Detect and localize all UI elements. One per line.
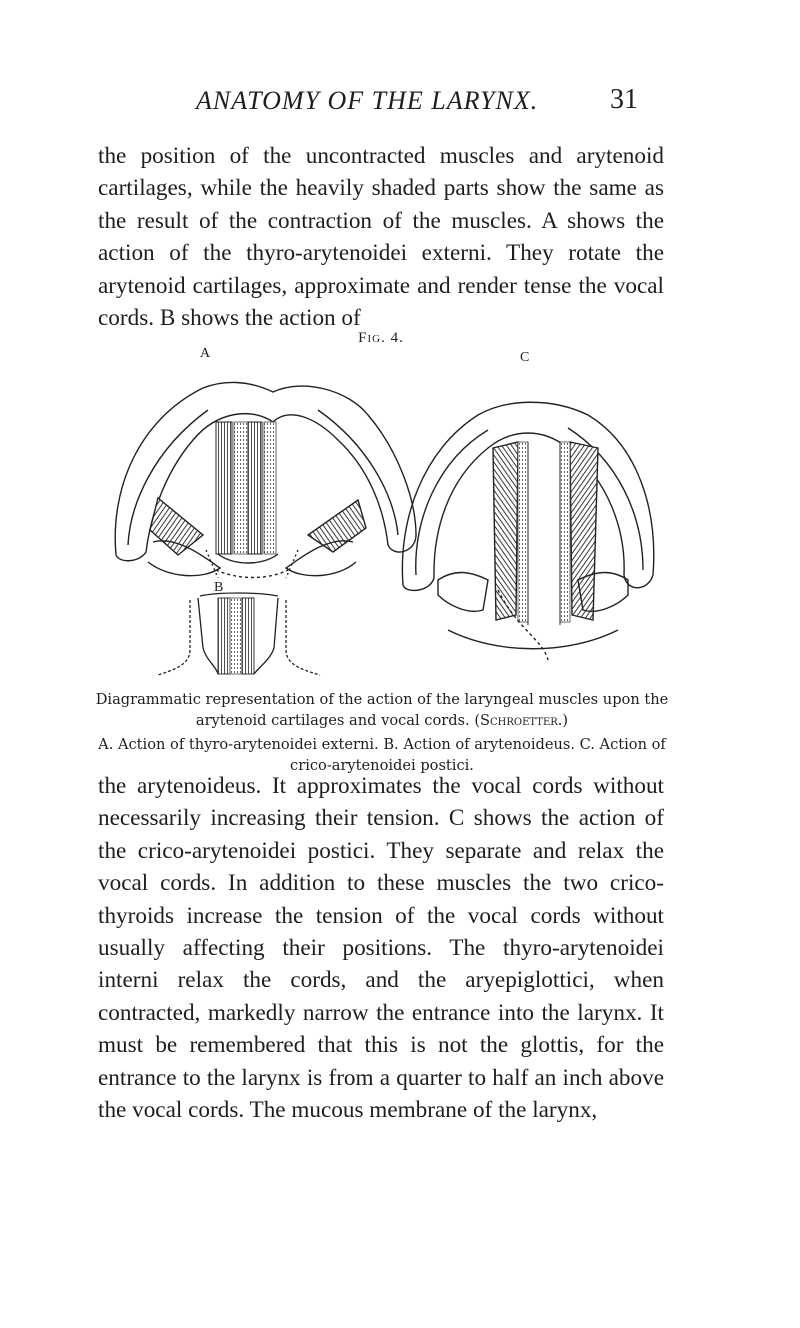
panel-label-c: C bbox=[520, 350, 530, 365]
page-number: 31 bbox=[610, 84, 638, 115]
panel-c-drawing bbox=[402, 402, 653, 660]
caption-close: ) bbox=[562, 712, 569, 729]
panel-a-drawing bbox=[115, 382, 416, 578]
running-title: ANATOMY OF THE LARYNX. bbox=[196, 86, 539, 115]
panel-label-b: B bbox=[214, 580, 224, 595]
caption-author: Schroetter. bbox=[480, 712, 563, 729]
body-paragraph-1: the position of the uncontracted muscles and arytenoid cartilages, while the heavily shaded parts show the same as the result of the contraction of the muscles. A shows the action of the thyro-arytenoidei externi. They rotate the arytenoid cartilages, approximate and render tense the vocal cords. B shows the action of bbox=[98, 143, 664, 332]
page-header bbox=[0, 82, 800, 122]
figure-4 bbox=[98, 330, 664, 680]
panel-label-a: A bbox=[200, 346, 211, 361]
larynx-diagram bbox=[98, 330, 664, 680]
figure-caption bbox=[90, 689, 674, 731]
caption-text: Diagrammatic representation of the action of the laryngeal muscles upon the arytenoid cartilages and vocal cords. ( bbox=[95, 691, 669, 729]
body-paragraph-2: the arytenoideus. It approximates the vocal cords without necessarily increasing their tension. C shows the action of the crico-arytenoidei postici. They separate and relax the vocal cords. In addition to these muscles the two crico-thyroids increase the tension of the vocal cords without usually affecting their positions. The thyro-arytenoidei interni relax the cords, and the aryepiglottici, when contracted, markedly narrow the entrance into the larynx. It must be remembered that this is not the glottis, for the entrance to the larynx is from a quarter to half an inch above the vocal cords. The mucous membrane of the larynx, bbox=[98, 773, 664, 1124]
figure-legend: A. Action of thyro-arytenoidei externi. B. Action of arytenoideus. C. Action of crico-arytenoidei postici. bbox=[98, 736, 666, 774]
panel-b-drawing bbox=[158, 593, 320, 675]
figure-label: Fig. 4. bbox=[358, 330, 404, 346]
